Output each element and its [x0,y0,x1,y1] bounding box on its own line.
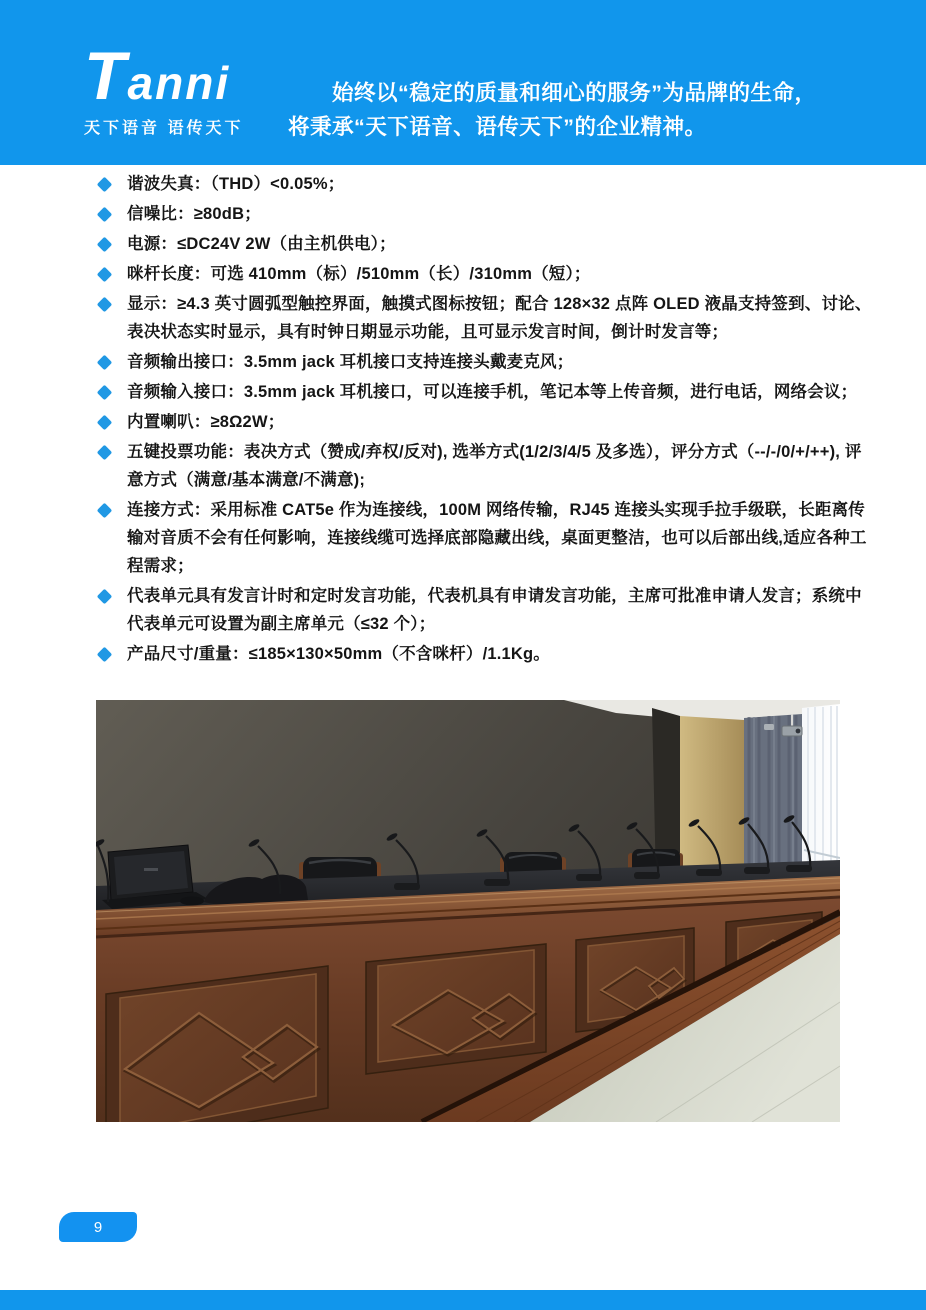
spec-text: 五键投票功能：表决方式（赞成/弃权/反对), 选举方式(1/2/3/4/5 及多选），评分方式（--/-/0/+/++), 评意方式（满意/基本满意/不满意); [127,443,862,489]
diamond-bullet-icon [97,647,113,663]
brand-logo: Tanni [84,38,231,114]
spec-text: 信噪比：≥80dB； [127,205,261,223]
spec-text: 代表单元具有发言计时和定时发言功能，代表机具有申请发言功能，主席可批准申请人发言；系统中代表单元可设置为副主席单元（≤32 个）； [127,587,862,633]
footer-bar [0,1290,926,1310]
desk-panel [106,966,328,1122]
brand-tagline: 天下语音 语传天下 [84,120,244,137]
spec-item [97,496,872,580]
spec-text: 显示：≥4.3 英寸圆弧型触控界面，触摸式图标按钮；配合 128×32 点阵 OLED 液晶支持签到、讨论、表决状态实时显示，具有时钟日期显示功能，且可显示发言时间，倒计时发言等； [127,295,872,341]
spec-text: 谐波失真：（THD）<0.05%； [127,175,345,193]
header-banner [0,0,926,165]
conference-room-scene [96,700,840,1122]
tan-wall-column [680,716,744,876]
conference-room-photo [96,700,840,1122]
spec-text: 连接方式：采用标准 CAT5e 作为连接线，100M 网络传输，RJ45 连接头实现手拉手级联，长距离传输对音质不会有任何影响，连接线缆可选择底部隐藏出线，桌面更整洁，也可以后部出线,适应各种工程需求； [127,501,867,575]
spec-text: 音频输出接口：3.5mm jack 耳机接口支持连接头戴麦克风； [127,353,574,371]
spec-item [97,230,872,258]
diamond-bullet-icon [97,297,113,313]
spec-item [97,378,872,406]
spec-text: 电源：≤DC24V 2W（由主机供电）； [127,235,396,253]
diamond-bullet-icon [97,267,113,283]
diamond-bullet-icon [97,207,113,223]
slogan-line-1: 始终以“稳定的质量和细心的服务”为品牌的生命， [332,81,817,105]
desk-panel [366,944,546,1074]
spec-item [97,582,872,638]
diamond-bullet-icon [97,445,113,461]
mouse [180,897,204,906]
spec-list [97,170,872,668]
brand-logo-block [84,38,244,138]
diamond-bullet-icon [97,385,113,401]
page-number: 9 [93,1218,103,1236]
brand-slogan [288,76,900,144]
diamond-bullet-icon [97,415,113,431]
spec-list-section [97,170,872,670]
spec-text: 音频输入接口：3.5mm jack 耳机接口，可以连接手机，笔记本等上传音频，进行电话，网络会议； [127,383,858,401]
curtain [744,714,802,876]
spec-item [97,170,872,198]
diamond-bullet-icon [97,503,113,519]
diamond-bullet-icon [97,589,113,605]
spec-item [97,200,872,228]
spec-item [97,408,872,436]
spec-text: 咪杆长度：可选 410mm（标）/510mm（长）/310mm（短）； [127,265,591,283]
spec-item [97,260,872,288]
spec-text: 产品尺寸/重量：≤185×130×50mm（不含咪杆）/1.1Kg。 [127,645,550,663]
spec-text: 内置喇叭：≥8Ω2W； [127,413,285,431]
diamond-bullet-icon [97,237,113,253]
page-number-badge [59,1212,137,1242]
diamond-bullet-icon [97,177,113,193]
spec-item [97,640,872,668]
diamond-bullet-icon [97,355,113,371]
spec-item [97,348,872,376]
spec-item [97,438,872,494]
spec-item [97,290,872,346]
slogan-line-2: 将秉承“天下语音、语传天下”的企业精神。 [288,115,707,139]
